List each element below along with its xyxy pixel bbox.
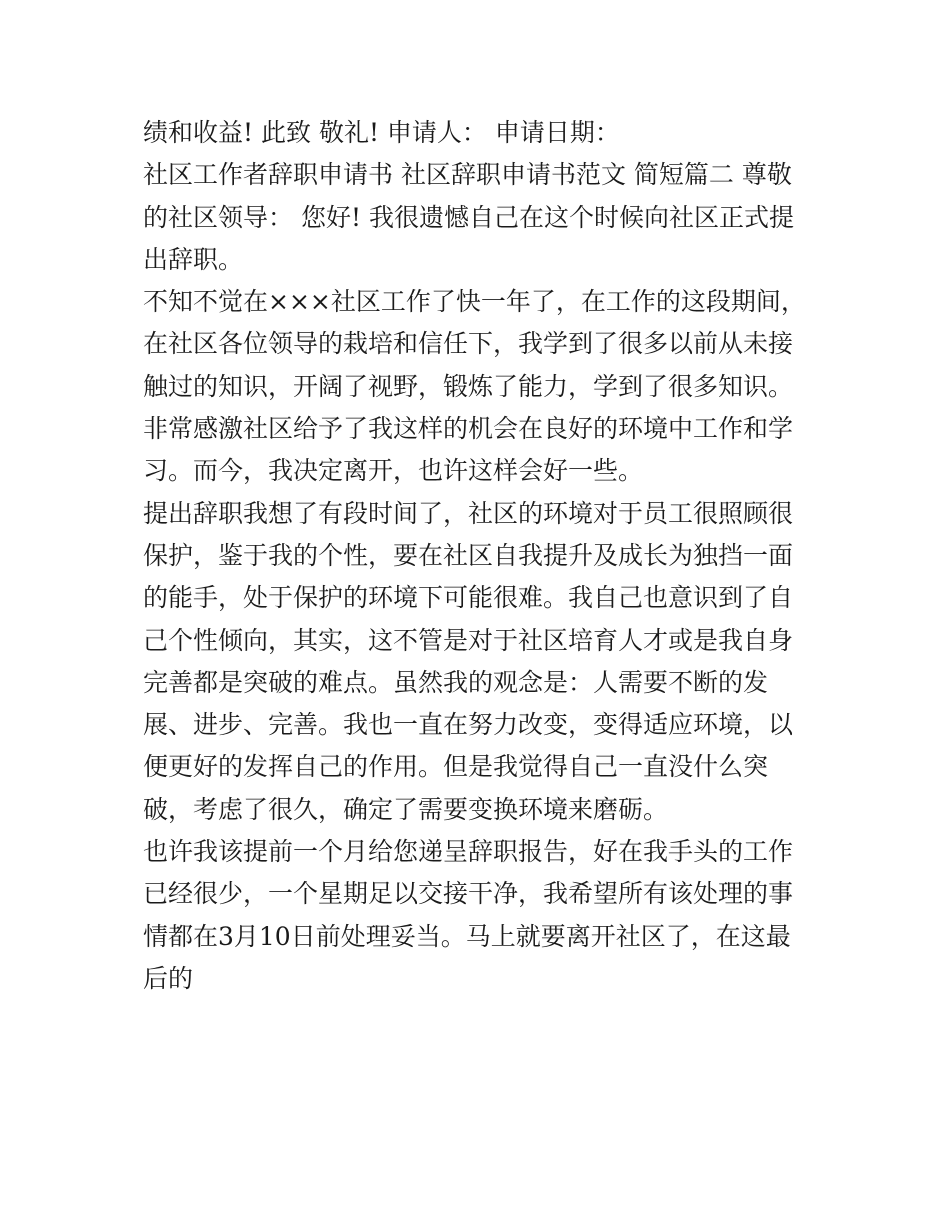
paragraph-heading-greeting: 社区工作者辞职申请书 社区辞职申请书范文 简短篇二 尊敬的社区领导： 您好! 我很遗憾自己在这个时候向社区正式提出辞职。 bbox=[143, 160, 794, 274]
document-body bbox=[143, 112, 815, 1000]
paragraph-gratitude: 不知不觉在×××社区工作了快一年了，在工作的这段期间，在社区各位领导的栽培和信任下，我学到了很多以前从未接触过的知识，开阔了视野，锻炼了能力，学到了很多知识。非常感激社区给予了我这样的机会在良好的环境中工作和学习。而今，我决定离开，也许这样会好一些。 bbox=[143, 287, 806, 486]
paragraph-reason: 提出辞职我想了有段时间了，社区的环境对于员工很照顾很保护，鉴于我的个性，要在社区自我提升及成长为独挡一面的能手，处于保护的环境下可能很难。我自己也意识到了自己个性倾向，其实，这不管是对于社区培育人才或是我自身完善都是突破的难点。虽然我的观念是：人需要不断的发展、进步、完善。我也一直在努力改变，变得适应环境，以便更好的发挥自己的作用。但是我觉得自己一直没什么突破，考虑了很久，确定了需要变换环境来磨砺。 bbox=[143, 498, 794, 824]
paragraph-closing: 绩和收益! 此致 敬礼! 申请人： 申请日期： bbox=[143, 118, 620, 147]
paragraph-handover: 也许我该提前一个月给您递呈辞职报告，好在我手头的工作已经很少，一个星期足以交接干净，我希望所有该处理的事情都在3月10日前处理妥当。马上就要离开社区了，在这最后的 bbox=[143, 837, 794, 993]
